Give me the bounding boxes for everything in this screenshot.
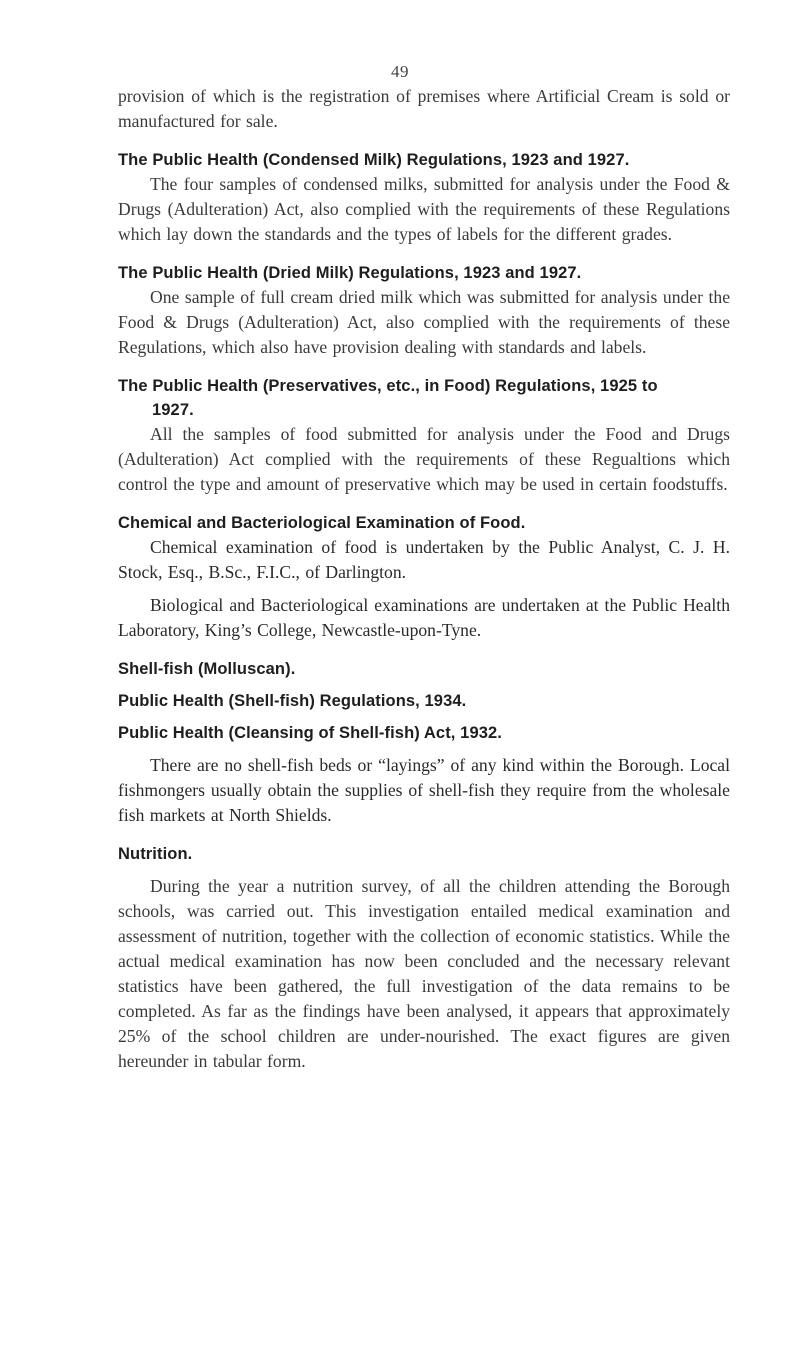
preservatives-heading	[118, 374, 730, 422]
nutrition-paragraph: During the year a nutrition survey, of all the children attending the Borough schools, was carried out. This investigation entailed medical examination and assessment of nutrition, together with the collection of economic statistics. While the actual medical examination has now been concluded and the necessary relevant statistics have been gathered, the full investigation of the data remains to be completed. As far as the findings have been analysed, it appears that approximately 25% of the school children are under-nourished. The exact figures are given hereunder in tabular form.	[118, 876, 730, 1071]
page-number: 49	[391, 62, 409, 81]
shellfish-paragraph: There are no shell-fish beds or “layings” of any kind within the Borough. Local fishmongers usually obtain the supplies of shell-fish they require from the wholesale fish markets at North Shields.	[118, 755, 730, 825]
page-content	[118, 84, 730, 1074]
shellfish-regulations-heading: Public Health (Shell-fish) Regulations, 1934.	[118, 692, 467, 710]
shellfish-cleansing-act-heading: Public Health (Cleansing of Shell-fish) Act, 1932.	[118, 724, 502, 742]
shellfish-heading: Shell-fish (Molluscan).	[118, 660, 296, 678]
bacteriological-examination-paragraph: Biological and Bacteriological examinations are undertaken at the Public Health Laboratory, King’s College, Newcastle-upon-Tyne.	[118, 595, 730, 640]
dried-milk-heading: The Public Health (Dried Milk) Regulations, 1923 and 1927.	[118, 264, 582, 282]
preservatives-heading-line2: 1927.	[152, 401, 194, 419]
condensed-milk-heading: The Public Health (Condensed Milk) Regulations, 1923 and 1927.	[118, 151, 630, 169]
nutrition-heading: Nutrition.	[118, 845, 193, 863]
condensed-milk-paragraph: The four samples of condensed milks, submitted for analysis under the Food & Drugs (Adulteration) Act, also complied with the requirements of these Regulations which lay down the standards and the types of labels for the different grades.	[118, 174, 730, 244]
chemical-examination-paragraph: Chemical examination of food is undertaken by the Public Analyst, C. J. H. Stock, Esq., B.Sc., F.I.C., of Darlington.	[118, 537, 730, 582]
dried-milk-paragraph: One sample of full cream dried milk which was submitted for analysis under the Food & Drugs (Adulteration) Act, also complied with the requirements of these Regulations, which also have provision dealing with standards and labels.	[118, 287, 730, 357]
preservatives-paragraph: All the samples of food submitted for analysis under the Food and Drugs (Adulteration) Act complied with the requirements of these Regualtions which control the type and amount of preservative which may be used in certain foodstuffs.	[118, 424, 730, 494]
preservatives-heading-line1: The Public Health (Preservatives, etc., in Food) Regulations, 1925 to	[118, 377, 658, 395]
intro-paragraph: provision of which is the registration of premises where Artificial Cream is sold or manufactured for sale.	[118, 86, 730, 131]
chemical-examination-heading: Chemical and Bacteriological Examination of Food.	[118, 514, 526, 532]
